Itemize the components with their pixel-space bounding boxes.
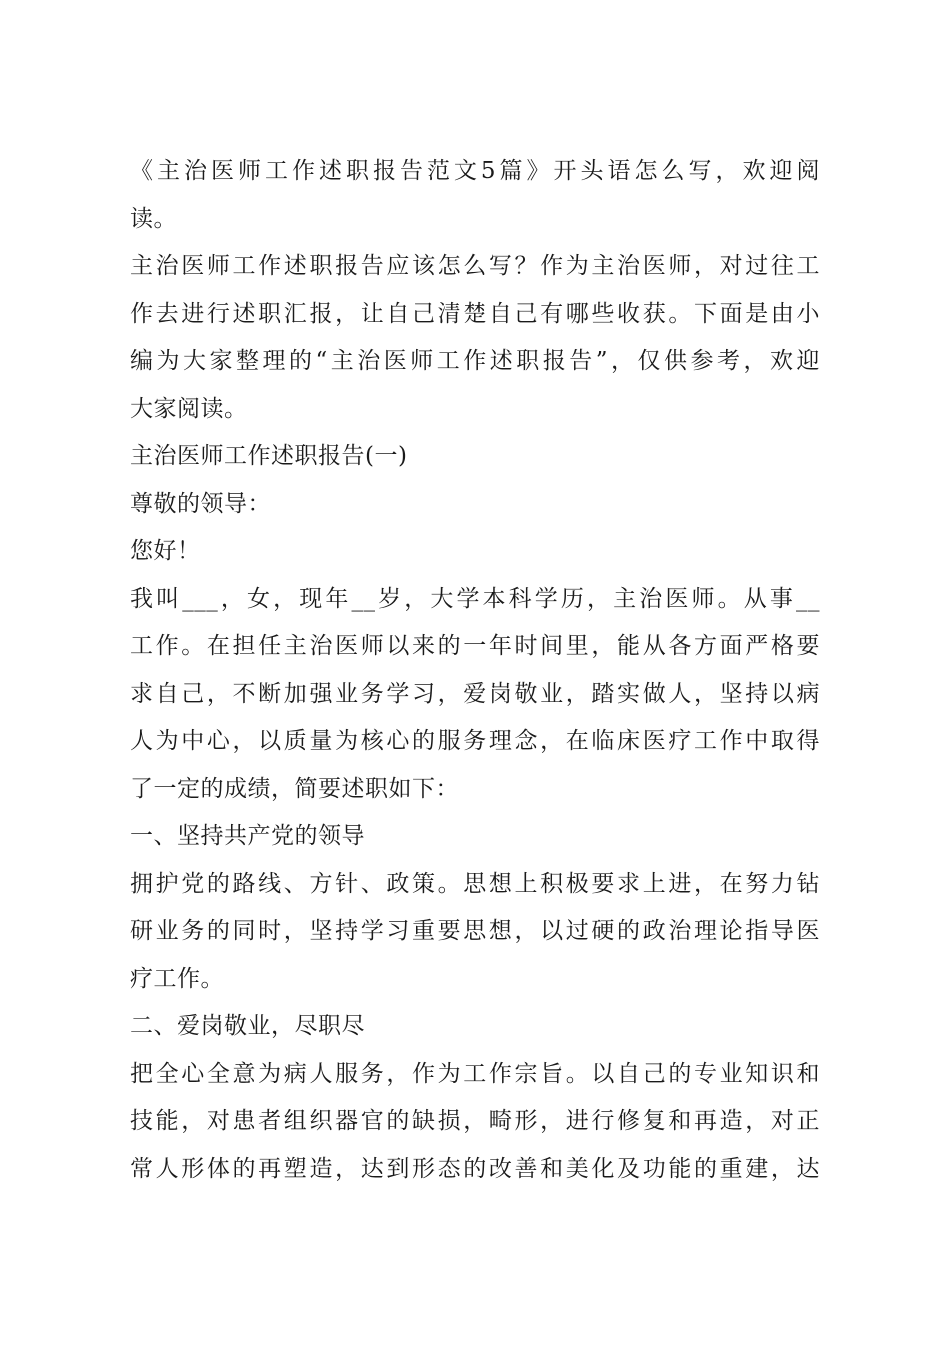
text-line: 尊敬的领导： [130, 490, 271, 517]
text-line: 编为大家整理的“主治医师工作述职报告”，仅供参考，欢迎 [130, 348, 820, 374]
text-line: 作去进行述职汇报，让自己清楚自己有哪些收获。下面是由小 [130, 300, 820, 327]
text-line: 读。 [130, 205, 177, 232]
text-line: 拥护党的路线、方针、政策。思想上积极要求上进，在努力钻 [130, 870, 820, 897]
text-line: 二、爱岗敬业，尽职尽 [130, 1013, 365, 1039]
text-line: 求自己，不断加强业务学习，爱岗敬业，踏实做人，坚持以病 [130, 680, 820, 707]
text-line: 大家阅读。 [130, 395, 248, 422]
document-body [130, 148, 820, 1193]
text-line: 人为中心，以质量为核心的服务理念，在临床医疗工作中取得 [130, 728, 820, 754]
text-line: 主治医师工作述职报告应该怎么写？作为主治医师，对过往工 [130, 253, 820, 279]
text-line: 主治医师工作述职报告(一) [130, 443, 408, 469]
text-line: 《主治医师工作述职报告范文5篇》开头语怎么写，欢迎阅 [130, 158, 820, 184]
text-line: 疗工作。 [130, 965, 224, 992]
text-line: 您好！ [130, 538, 201, 564]
text-line: 工作。在担任主治医师以来的一年时间里，能从各方面严格要 [130, 633, 820, 659]
text-line: 研业务的同时，坚持学习重要思想，以过硬的政治理论指导医 [130, 918, 820, 944]
text-line: 技能，对患者组织器官的缺损，畸形，进行修复和再造，对正 [130, 1108, 820, 1134]
text-line: 我叫___，女，现年__岁，大学本科学历，主治医师。从事__ [130, 585, 820, 612]
text-line: 一、坚持共产党的领导 [130, 823, 365, 849]
text-line: 把全心全意为病人服务，作为工作宗旨。以自己的专业知识和 [130, 1060, 820, 1087]
text-line: 常人形体的再塑造，达到形态的改善和美化及功能的重建，达 [130, 1155, 820, 1182]
text-line: 了一定的成绩，简要述职如下： [130, 775, 459, 802]
